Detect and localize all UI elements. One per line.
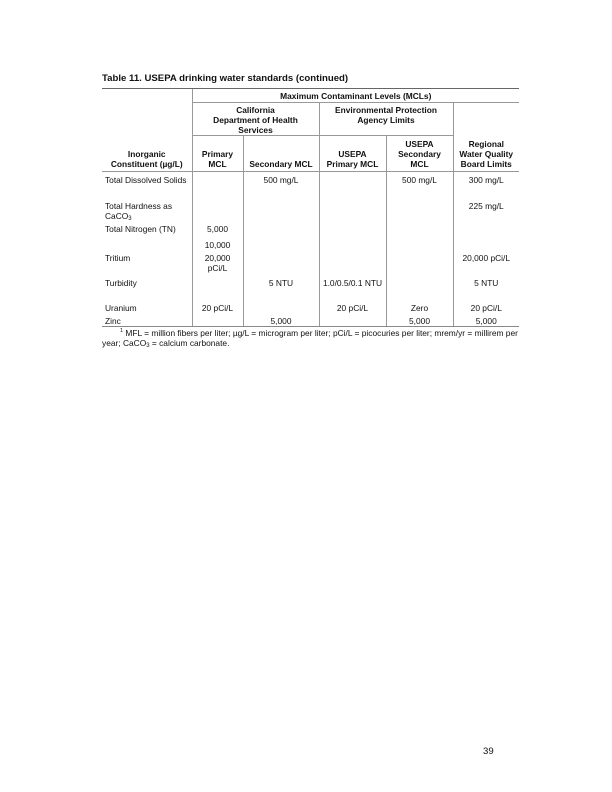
primary-cell bbox=[192, 276, 243, 301]
usepa-primary-cell bbox=[319, 238, 386, 251]
usepa-primary-cell bbox=[319, 251, 386, 276]
table-row bbox=[102, 199, 519, 222]
constituent-name: Tritium bbox=[105, 252, 131, 263]
primary-cell bbox=[192, 314, 243, 327]
secondary-cell bbox=[243, 199, 319, 222]
drinking-water-standards-table bbox=[102, 88, 519, 327]
secondary-cell bbox=[243, 251, 319, 276]
usepa-primary-cell bbox=[319, 172, 386, 199]
regional-cell: 20 pCi/L bbox=[453, 301, 519, 314]
usepa-secondary-cell bbox=[386, 238, 453, 251]
table-row bbox=[102, 301, 519, 314]
table-row bbox=[102, 314, 519, 327]
mcl-group-header: Maximum Contaminant Levels (MCLs) bbox=[192, 89, 519, 103]
usepa-primary-cell: 1.0/0.5/0.1 NTU bbox=[319, 276, 386, 301]
table-row bbox=[102, 222, 519, 238]
constituent-name: Zinc bbox=[105, 315, 121, 326]
ca-group-header: California Department of Health Services bbox=[192, 103, 319, 136]
usepa-primary-cell bbox=[319, 222, 386, 238]
table-row bbox=[102, 238, 519, 251]
secondary-cell: 500 mg/L bbox=[243, 172, 319, 199]
constituent-subscript: 3 bbox=[128, 215, 132, 222]
regional-cell: 300 mg/L bbox=[453, 172, 519, 199]
usepa-secondary-cell: 5,000 bbox=[386, 314, 453, 327]
regional-header: Regional Water Quality Board Limits bbox=[453, 136, 519, 172]
secondary-cell bbox=[243, 238, 319, 251]
secondary-cell: 5,000 bbox=[243, 314, 319, 327]
footnote-subscript: 3 bbox=[146, 343, 150, 350]
footnote-text-end: = calcium carbonate. bbox=[149, 338, 230, 349]
footnote-text: MFL = million fibers per liter; µg/L = microgram per liter; pCi/L = picocuries per liter; mrem/yr = millirem per year; CaCO bbox=[102, 327, 518, 349]
primary-mcl-header: Primary MCL bbox=[192, 136, 243, 172]
usepa-primary-cell bbox=[319, 314, 386, 327]
constituent-cell bbox=[102, 222, 192, 238]
constituent-cell bbox=[102, 238, 192, 251]
usepa-secondary-cell bbox=[386, 199, 453, 222]
footnote-marker: 1 bbox=[120, 328, 124, 334]
usepa-secondary-cell bbox=[386, 251, 453, 276]
constituent-cell bbox=[102, 276, 192, 301]
constituent-name: Turbidity bbox=[105, 277, 137, 288]
secondary-cell: 5 NTU bbox=[243, 276, 319, 301]
constituent-cell bbox=[102, 314, 192, 327]
constituent-cell bbox=[102, 172, 192, 199]
constituent-cell bbox=[102, 251, 192, 276]
table-row bbox=[102, 251, 519, 276]
usepa-primary-cell bbox=[319, 199, 386, 222]
page-number: 39 bbox=[483, 746, 494, 757]
usepa-secondary-cell bbox=[386, 222, 453, 238]
constituent-name: Total Dissolved Solids bbox=[105, 175, 187, 185]
primary-cell: 20,000 pCi/L bbox=[192, 251, 243, 276]
constituent-name: Total Nitrogen (TN) bbox=[105, 223, 176, 234]
constituent-cell bbox=[102, 199, 192, 222]
regional-cell bbox=[453, 238, 519, 251]
primary-cell: 10,000 bbox=[192, 238, 243, 251]
usepa-secondary-header: USEPA Secondary MCL bbox=[386, 136, 453, 172]
usepa-secondary-cell bbox=[386, 276, 453, 301]
regional-cell bbox=[453, 222, 519, 238]
table-title: Table 11. USEPA drinking water standards (continued) bbox=[102, 73, 349, 84]
constituent-cell bbox=[102, 301, 192, 314]
usepa-secondary-cell: 500 mg/L bbox=[386, 172, 453, 199]
usepa-primary-header: USEPA Primary MCL bbox=[319, 136, 386, 172]
constituent-header: Inorganic Constituent (µg/L) bbox=[102, 136, 192, 172]
regional-cell: 225 mg/L bbox=[453, 199, 519, 222]
footnote bbox=[102, 326, 522, 349]
constituent-name: Uranium bbox=[105, 302, 137, 313]
regional-cell: 5 NTU bbox=[453, 276, 519, 301]
primary-cell bbox=[192, 172, 243, 199]
usepa-secondary-cell: Zero bbox=[386, 301, 453, 314]
epa-group-header: Environmental Protection Agency Limits bbox=[319, 103, 453, 136]
primary-cell: 20 pCi/L bbox=[192, 301, 243, 314]
table-row bbox=[102, 172, 519, 199]
table-row bbox=[102, 276, 519, 301]
usepa-primary-cell: 20 pCi/L bbox=[319, 301, 386, 314]
constituent-name: Total Hardness as CaCO bbox=[105, 200, 173, 221]
secondary-cell bbox=[243, 301, 319, 314]
secondary-cell bbox=[243, 222, 319, 238]
primary-cell: 5,000 bbox=[192, 222, 243, 238]
regional-cell: 20,000 pCi/L bbox=[453, 251, 519, 276]
secondary-mcl-header: Secondary MCL bbox=[243, 136, 319, 172]
primary-cell bbox=[192, 199, 243, 222]
regional-cell: 5,000 bbox=[453, 314, 519, 327]
